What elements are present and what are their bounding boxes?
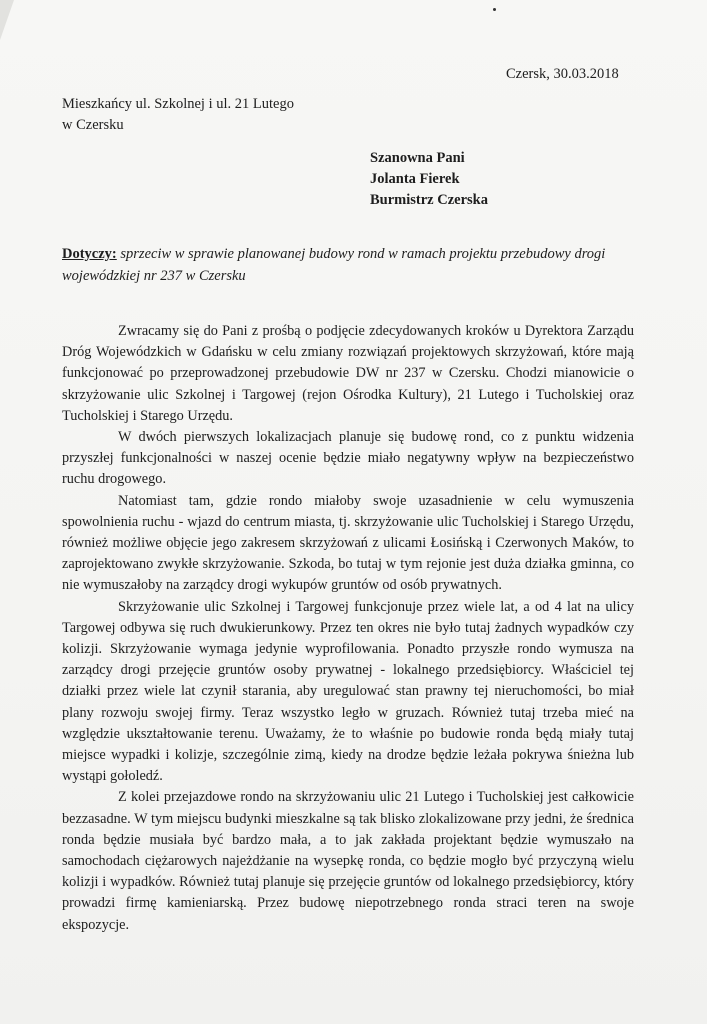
- sender-block: [62, 94, 294, 136]
- body-paragraph: Zwracamy się do Pani z prośbą o podjęcie zdecydowanych kroków u Dyrektora Zarządu Dróg Wojewódzkich w Gdańsku w celu zmiany rozwiązań projektowych skrzyżowań, które mają funkcjonować po przeprowadzonej przebudowie DW nr 237 w Czersku. Chodzi mianowicie o skrzyżowanie ulic Szkolnej i Targowej (rejon Ośrodka Kultury), 21 Lutego i Tucholskiej oraz Tucholskiej i Starego Urzędu.: [62, 323, 634, 424]
- subject-line: [62, 243, 662, 287]
- body-paragraph: Z kolei przejazdowe rondo na skrzyżowaniu ulic 21 Lutego i Tucholskiej jest całkowicie bezzasadne. W tym miejscu budynki mieszkalne są tak blisko zlokalizowane przy jedni, że średnica ronda będzie musiała być bardzo mała, a to jak zakłada projektant będzie wymuszało na samochodach ciężarowych najeżdżanie na wysepkę ronda, co będzie mogło być przyczyną wielu kolizji i wypadków. Również tutaj planuje się przejęcie gruntów od lokalnego przedsiębiorcy, który prowadzi firmę kamieniarską. Przez budowę niepotrzebnego ronda straci teren na swoje ekspozycje.: [62, 789, 634, 933]
- body-paragraph: Skrzyżowanie ulic Szkolnej i Targowej funkcjonuje przez wiele lat, a od 4 lat na ulicy Targowej odbywa się ruch dwukierunkowy. Przez ten okres nie było tutaj żadnych wypadków czy kolizji. Skrzyżowanie wymaga jedynie wyprofilowania. Ponadto przyszłe rondo wymusza na zarządcy drogi przejęcie gruntów osoby prywatnej - lokalnego przedsiębiorcy. Właściciel tej działki przez wiele lat czynił starania, aby uregulować stan prawny tej nieruchomości, bo miał plany rozwoju swojej firmy. Teraz wszystko legło w gruzach. Również tutaj trzeba mieć na względzie ukształtowanie terenu. Uważamy, że to właśnie po budowie ronda będą miały tutaj miejsce wypadki i kolizje, szczególnie zimą, kiedy na drodze będzie leżała pokrywa śnieżna lub wystąpi gołoledź.: [62, 598, 634, 785]
- body-paragraph: Natomiast tam, gdzie rondo miałoby swoje uzasadnienie w celu wymuszenia spowolnienia ruchu - wjazd do centrum miasta, tj. skrzyżowanie ulic Tucholskiej i Starego Urzędu, również możliwe objęcie jego zakresem skrzyżowań z ulicami Łosińską i Czerwonych Maków, to zaprojektowano zwykłe skrzyżowanie. Szkoda, bo tutaj w tym rejonie jest duża działka gminna, co nie wymuszałoby na zarządcy drogi wykupów gruntów od osób prywatnych.: [62, 492, 634, 594]
- paper-speck: [493, 8, 496, 11]
- subject-text: sprzeciw w sprawie planowanej budowy rond w ramach projektu przebudowy drogi wojewódzkiej nr 237 w Czersku: [62, 246, 606, 284]
- addressee-name: Jolanta Fierek: [370, 171, 460, 187]
- sender-line: Mieszkańcy ul. Szkolnej i ul. 21 Lutego: [62, 96, 294, 112]
- sender-line: w Czersku: [62, 117, 124, 133]
- addressee-salutation: Szanowna Pani: [370, 150, 465, 166]
- letter-body: [62, 321, 634, 936]
- subject-label: Dotyczy:: [62, 246, 117, 262]
- letter-date: Czersk, 30.03.2018: [506, 66, 619, 82]
- addressee-block: [370, 148, 488, 211]
- addressee-title: Burmistrz Czerska: [370, 192, 488, 208]
- body-paragraph: W dwóch pierwszych lokalizacjach planuje się budowę rond, co z punktu widzenia przyszłej funkcjonalności w naszej ocenie będzie miało negatywny wpływ na bezpieczeństwo ruchu drogowego.: [62, 429, 634, 488]
- folded-corner: [0, 0, 14, 40]
